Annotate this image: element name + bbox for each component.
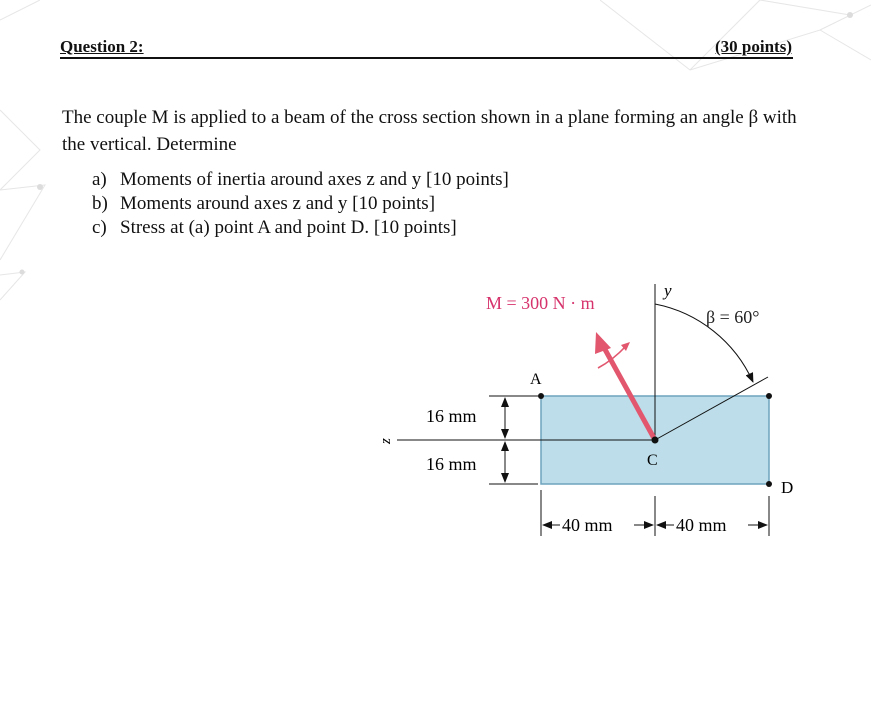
corner-marker <box>766 393 772 399</box>
task-marker: c) <box>92 217 107 238</box>
task-text: Moments around axes z and y [10 points] <box>120 193 436 214</box>
point-d-label: D <box>781 478 794 497</box>
y-axis-label: y <box>664 281 672 300</box>
point-d-marker <box>766 481 772 487</box>
point-a-marker <box>538 393 544 399</box>
point-c-label: C <box>647 452 658 469</box>
task-text: Moments of inertia around axes z and y [10 points] <box>120 169 509 190</box>
dim-left-label: 40 mm <box>562 515 613 535</box>
moment-arrowhead <box>595 332 611 354</box>
task-text: Stress at (a) point A and point D. [10 points] <box>120 217 457 238</box>
question-points: (30 points) <box>715 37 792 56</box>
dim-top-label: 16 mm <box>426 406 477 426</box>
moment-label: M = 300 N · m <box>486 293 595 313</box>
point-c-marker <box>652 437 659 444</box>
task-marker: b) <box>92 193 108 214</box>
z-axis-label: z <box>378 438 394 444</box>
dim-bottom-label: 16 mm <box>426 454 477 474</box>
dim-right-label: 40 mm <box>676 515 727 535</box>
question-title: Question 2: <box>60 37 144 56</box>
task-marker: a) <box>92 169 107 190</box>
problem-statement: The couple M is applied to a beam of the cross section shown in a plane forming an angle β with the vertical. Determine <box>62 107 797 155</box>
angle-label: β = 60° <box>706 307 760 327</box>
point-a-label: A <box>530 371 542 388</box>
